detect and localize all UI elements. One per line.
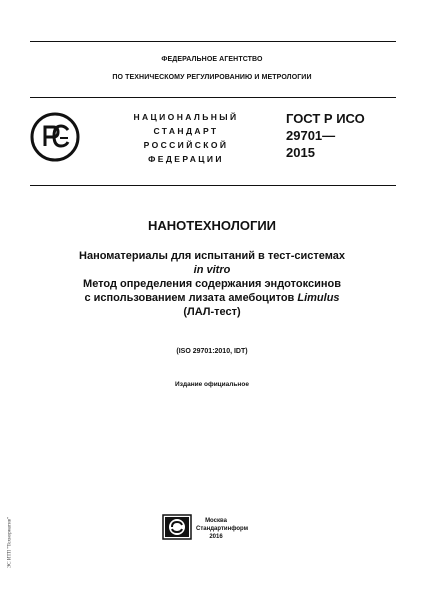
national-label-line: ФЕДЕРАЦИИ xyxy=(148,154,224,164)
publisher-city: Москва xyxy=(205,518,227,524)
national-label-line: РОССИЙСКОЙ xyxy=(143,140,229,150)
subtitle-line-5: (ЛАЛ-тест) xyxy=(183,306,241,318)
publisher-info xyxy=(196,517,249,541)
standard-code-line-2: 29701— xyxy=(286,128,336,143)
document-subtitle xyxy=(0,249,424,319)
side-note: ЭС ИТП "Технорматив" xyxy=(7,516,13,569)
subtitle-italic-limulus: Limulus xyxy=(297,292,340,304)
standartinform-logo-icon xyxy=(162,514,192,540)
subtitle-line-2 xyxy=(0,263,424,277)
national-label-line: НАЦИОНАЛЬНЫЙ xyxy=(133,112,239,122)
edition-label: Издание официальное xyxy=(175,381,249,388)
national-label-line: СТАНДАРТ xyxy=(153,126,219,136)
agency-line-1: ФЕДЕРАЛЬНОЕ АГЕНТСТВО xyxy=(161,56,263,63)
bottom-rule xyxy=(30,185,396,186)
middle-rule xyxy=(30,97,396,98)
publisher-year: 2016 xyxy=(209,534,223,540)
subtitle-line-4 xyxy=(0,291,424,305)
subtitle-line-4-text: с использованием лизата амебоцитов xyxy=(84,292,298,304)
document-title: НАНОТЕХНОЛОГИИ xyxy=(147,218,277,233)
agency-line-2: ПО ТЕХНИЧЕСКОМУ РЕГУЛИРОВАНИЮ И МЕТРОЛОГИИ xyxy=(112,74,312,81)
subtitle-line-3: Метод определения содержания эндотоксинов xyxy=(83,278,341,290)
standard-code xyxy=(286,110,365,161)
gost-r-emblem-icon xyxy=(30,112,80,162)
national-standard-label xyxy=(130,110,242,166)
top-rule xyxy=(30,41,396,42)
subtitle-line-1: Наноматериалы для испытаний в тест-системах xyxy=(79,250,345,262)
standard-code-line-3: 2015 xyxy=(286,145,315,160)
iso-reference: (ISO 29701:2010, IDT) xyxy=(176,348,248,355)
subtitle-italic-in-vitro: in vitro xyxy=(193,264,231,276)
publisher-name: Стандартинформ xyxy=(196,526,249,532)
standard-code-line-1: ГОСТ Р ИСО xyxy=(286,111,365,126)
